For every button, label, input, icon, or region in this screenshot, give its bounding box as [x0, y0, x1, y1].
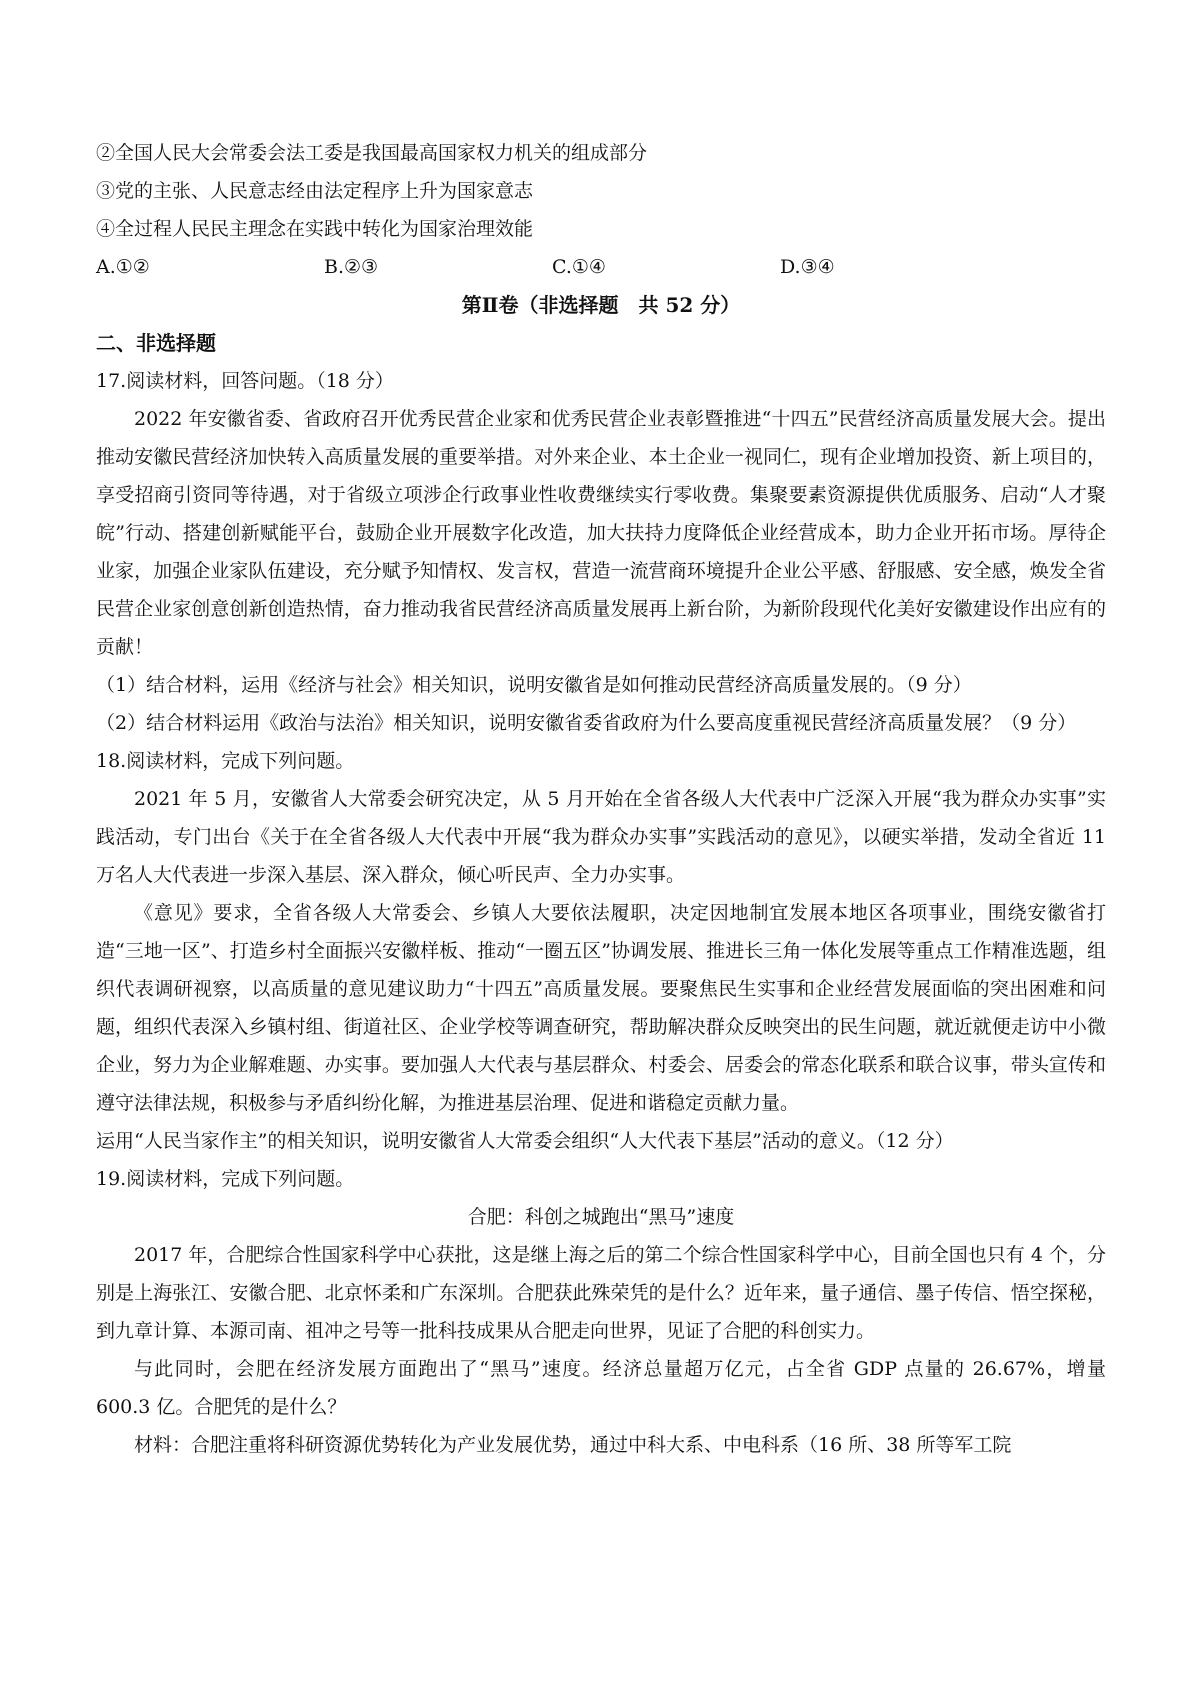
section-title: 第Ⅱ卷（非选择题 共 52 分）	[461, 293, 741, 317]
question-19-subtitle: 合肥：科创之城跑出“黑马”速度	[467, 1206, 735, 1228]
question-17-sub-1: （1）结合材料，运用《经济与社会》相关知识，说明安徽省是如何推动民营经济高质量发展的。（9 分）	[96, 674, 972, 696]
page-content	[96, 134, 1106, 1464]
question-17-title: 17.阅读材料，回答问题。（18 分）	[96, 370, 394, 392]
question-19-paragraph-1: 2017 年，合肥综合性国家科学中心获批，这是继上海之后的第二个综合性国家科学中心，目前全国也只有 4 个，分别是上海张江、安徽合肥、北京怀柔和广东深圳。合肥获此殊荣凭的是什么？近年来，量子通信、墨子传信、悟空探秘，到九章计算、本源司南、祖冲之号等一批科技成果从合肥走向世界，见证了合肥的科创实力。	[96, 1244, 1106, 1342]
statement-3: ③党的主张、人民意志经由法定程序上升为国家意志	[96, 180, 534, 202]
question-17-sub-2: （2）结合材料运用《政治与法治》相关知识，说明安徽省委省政府为什么要高度重视民营经济高质量发展？（9 分）	[96, 712, 1077, 734]
answer-options	[96, 248, 1106, 286]
question-18-paragraph-2: 《意见》要求，全省各级人大常委会、乡镇人大要依法履职，决定因地制宜发展本地区各项事业，围绕安徽省打造“三地一区”、打造乡村全面振兴安徽样板、推动“一圈五区”协调发展、推进长三角一体化发展等重点工作精准选题，组织代表调研视察，以高质量的意见建议助力“十四五”高质量发展。要聚焦民生实事和企业经营发展面临的突出困难和问题，组织代表深入乡镇村组、街道社区、企业学校等调查研究，帮助解决群众反映突出的民生问题，就近就便走访中小微企业，努力为企业解难题、办实事。要加强人大代表与基层群众、村委会、居委会的常态化联系和联合议事，带头宣传和遵守法律法规，积极参与矛盾纠纷化解，为推进基层治理、促进和谐稳定贡献力量。	[96, 902, 1106, 1114]
option-a: A.①②	[96, 256, 150, 278]
question-18-prompt: 运用“人民当家作主”的相关知识，说明安徽省人大常委会组织“人大代表下基层”活动的意义。（12 分）	[96, 1130, 954, 1152]
question-17-material: 2022 年安徽省委、省政府召开优秀民营企业家和优秀民营企业表彰暨推进“十四五”民营经济高质量发展大会。提出推动安徽民营经济加快转入高质量发展的重要举措。对外来企业、本土企业一视同仁，现有企业增加投资、新上项目的，享受招商引资同等待遇，对于省级立项涉企行政事业性收费继续实行零收费。集聚要素资源提供优质服务、启动“人才聚皖”行动、搭建创新赋能平台，鼓励企业开展数字化改造，加大扶持力度降低企业经营成本，助力企业开拓市场。厚待企业家，加强企业家队伍建设，充分赋予知情权、发言权，营造一流营商环境提升企业公平感、舒服感、安全感，焕发全省民营企业家创意创新创造热情，奋力推动我省民营经济高质量发展再上新台阶，为新阶段现代化美好安徽建设作出应有的贡献！	[96, 408, 1106, 658]
part-heading: 二、非选择题	[96, 331, 216, 355]
option-b: B.②③	[324, 256, 379, 278]
option-c: C.①④	[552, 256, 606, 278]
question-17	[96, 362, 1106, 742]
question-18	[96, 742, 1106, 1160]
question-18-title: 18.阅读材料，完成下列问题。	[96, 750, 355, 772]
question-19	[96, 1160, 1106, 1464]
previous-question-statements	[96, 134, 1106, 248]
question-18-paragraph-1: 2021 年 5 月，安徽省人大常委会研究决定，从 5 月开始在全省各级人大代表中广泛深入开展“我为群众办实事”实践活动，专门出台《关于在全省各级人大代表中开展“我为群众办实事”实践活动的意见》，以硬实举措，发动全省近 11 万名人大代表进一步深入基层、深入群众，倾心听民声、全力办实事。	[96, 788, 1106, 886]
option-d: D.③④	[780, 256, 835, 278]
question-19-paragraph-3: 材料：合肥注重将科研资源优势转化为产业发展优势，通过中科大系、中电科系（16 所、38 所等军工院	[134, 1434, 1012, 1456]
statement-2: ②全国人民大会常委会法工委是我国最高国家权力机关的组成部分	[96, 142, 648, 164]
question-19-paragraph-2: 与此同时，会肥在经济发展方面跑出了“黑马”速度。经济总量超万亿元，占全省 GDP 点量的 26.67%，增量 600.3 亿。合肥凭的是什么？	[96, 1358, 1106, 1418]
statement-4: ④全过程人民民主理念在实践中转化为国家治理效能	[96, 218, 534, 240]
question-19-title: 19.阅读材料，完成下列问题。	[96, 1168, 355, 1190]
